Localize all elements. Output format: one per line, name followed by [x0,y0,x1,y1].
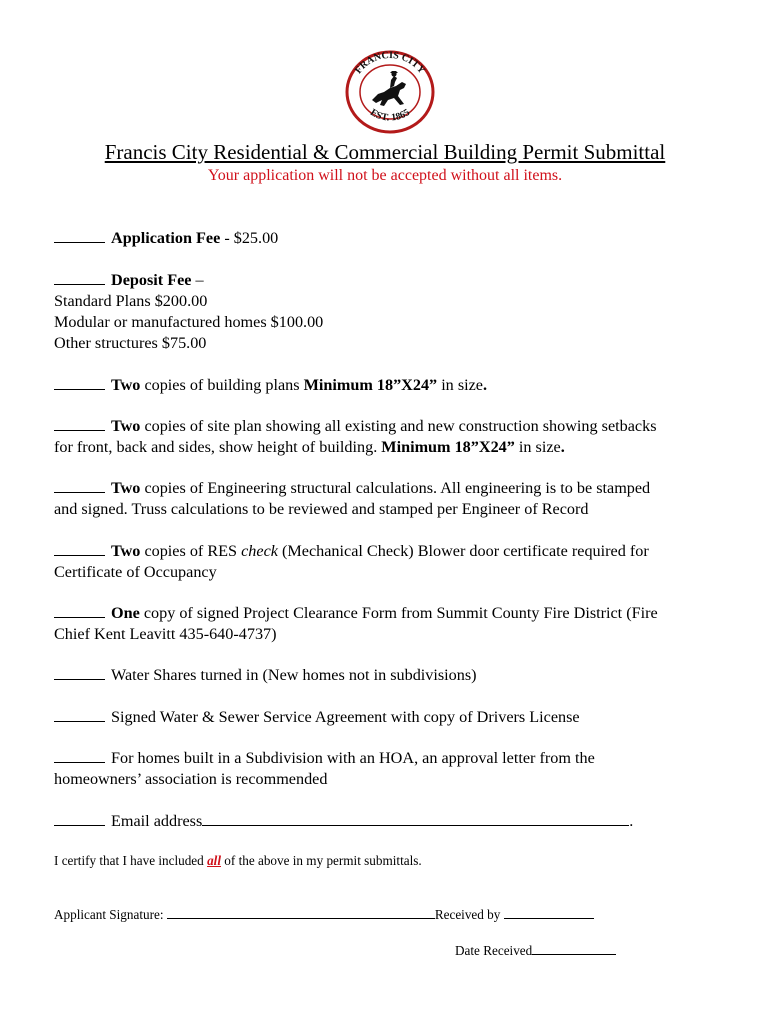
item-site-plan: Two copies of site plan showing all existing and new construction showing setbacks for front, back and sides, show height of building. Minimum 18”X24” in size. [54,417,657,456]
item-engineering-calcs: Two copies of Engineering structural calculations. All engineering is to be stamped and signed. Truss calculations to be reviewed and stamped per Engineer of Record [54,479,651,518]
item-res-check: Two copies of RES check (Mechanical Check) Blower door certificate required for Certificate of Occupancy [54,542,649,581]
item-application-fee: Application Fee - $25.00 [54,228,724,249]
checkbox-blank[interactable] [54,665,105,680]
email-field[interactable] [202,811,629,826]
checkbox-blank[interactable] [54,375,105,390]
checkbox-blank[interactable] [54,416,105,431]
checkbox-blank[interactable] [54,228,105,243]
signature-row [54,906,594,924]
received-by-field[interactable] [504,906,594,919]
checkbox-blank[interactable] [54,603,105,618]
item-water-shares: Water Shares turned in (New homes not in subdivisions) [54,665,724,686]
francis-city-seal-logo [344,48,436,134]
svg-text:FRANCIS CITY: FRANCIS CITY [352,49,427,76]
checkbox-blank[interactable] [54,748,105,763]
item-fire-clearance: One copy of signed Project Clearance Form from Summit County Fire District (Fire Chief Kent Leavitt 435-640-4737) [54,604,658,643]
date-received-row [455,942,616,960]
checkbox-blank[interactable] [54,270,105,285]
item-hoa-letter: For homes built in a Subdivision with an HOA, an approval letter from the homeowners’ association is recommended [54,749,595,788]
subtitle-warning: Your application will not be accepted without all items. [207,167,563,184]
date-received-field[interactable] [532,942,616,955]
checkbox-blank[interactable] [54,707,105,722]
applicant-signature-field[interactable] [167,906,435,919]
checkbox-blank[interactable] [54,541,105,556]
applicant-signature-label: Applicant Signature: [54,907,167,922]
checkbox-blank[interactable] [54,478,105,493]
item-deposit-fee: Deposit Fee – Standard Plans $200.00 Modular or manufactured homes $100.00 Other structures $75.00 [54,271,324,352]
item-email-address: Email address . [54,811,724,832]
received-by-label: Received by [434,907,504,922]
svg-text:EST. 1865: EST. 1865 [368,107,412,124]
date-received-label: Date Received [455,943,533,958]
item-building-plans: Two copies of building plans Minimum 18”X24” in size. [54,375,724,396]
certification-statement: I certify that I have included all of the above in my permit submittals. [54,853,422,868]
page-title: Francis City Residential & Commercial Building Permit Submittal [104,140,666,164]
checkbox-blank[interactable] [54,811,105,826]
item-water-sewer-agreement: Signed Water & Sewer Service Agreement with copy of Drivers License [54,707,724,728]
